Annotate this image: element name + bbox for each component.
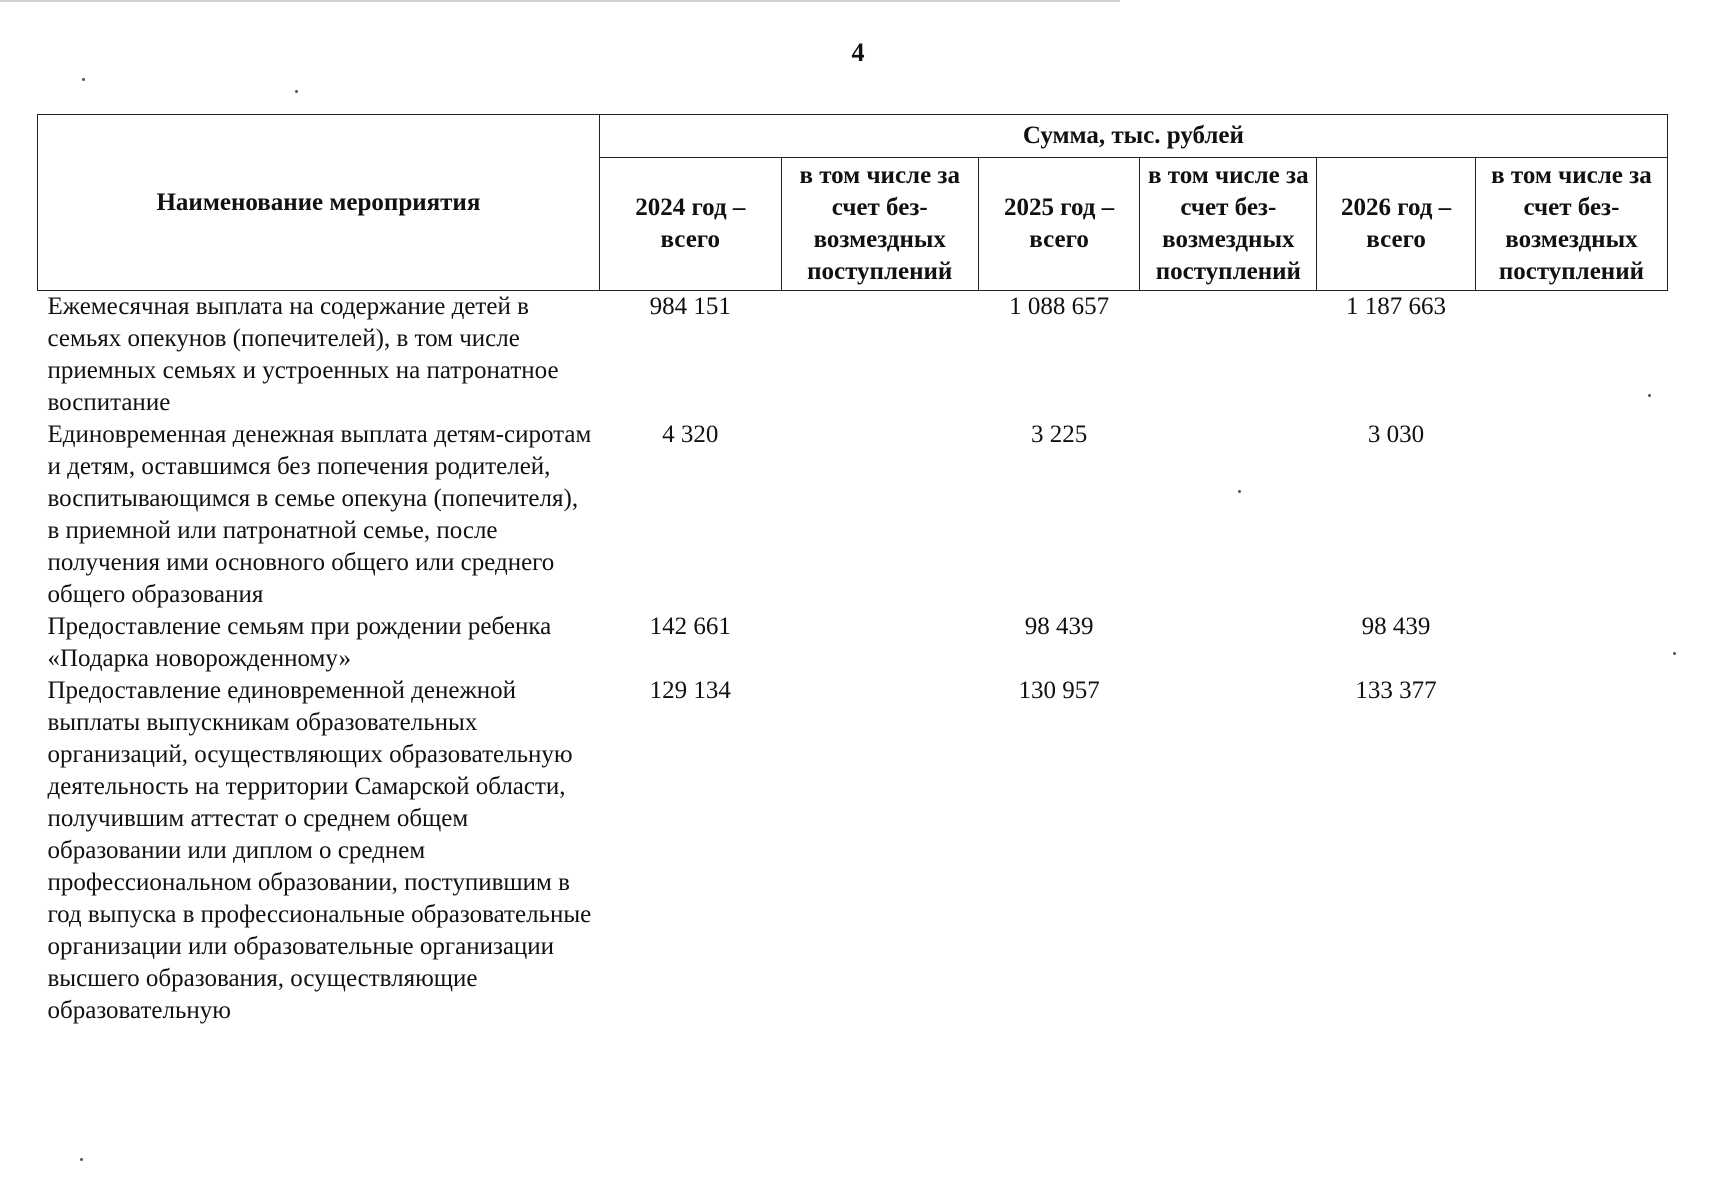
scan-speck — [295, 90, 298, 93]
header-2026-grants: в том числе за счет без-возмездных поступлений — [1475, 158, 1667, 291]
header-2026-total: 2026 год – всего — [1317, 158, 1476, 291]
row-name: Предоставление единовременной денежной выплаты выпускникам образовательных организаций, осуществляющих образовательную деятельность на территории Самарской области, получившим аттестат о среднем общем образовании или диплом о среднем профессиональном образовании, поступившим в год выпуска в профессиональные образовательные организации или образовательные организации высшего образования, осуществляющие образовательную — [47, 677, 592, 1024]
row-2026-total: 3 030 — [1367, 421, 1425, 448]
row-2026-total: 1 187 663 — [1346, 293, 1447, 320]
scan-speck — [1648, 394, 1651, 397]
row-2024-total: 4 320 — [662, 421, 719, 448]
row-2024-total: 142 661 — [649, 613, 731, 640]
scan-speck — [1673, 652, 1676, 655]
header-row-group — [38, 115, 1668, 158]
row-2026-grants — [1475, 419, 1667, 611]
row-name: Ежемесячная выплата на содержание детей в семьях опекунов (попечителей), в том числе приемных семьях и устроенных на патронатное воспитание — [47, 293, 559, 416]
row-2024-grants — [781, 291, 978, 420]
row-2025-total: 98 439 — [1024, 613, 1094, 640]
row-2024-grants — [781, 675, 978, 1027]
row-2026-grants — [1475, 291, 1667, 420]
table-header — [38, 115, 1668, 291]
row-2025-grants — [1140, 419, 1317, 611]
scan-speck — [80, 1158, 83, 1161]
budget-table — [37, 114, 1668, 1027]
row-2025-grants — [1140, 291, 1317, 420]
row-2025-total: 130 957 — [1018, 677, 1100, 704]
row-2026-grants — [1475, 611, 1667, 675]
scan-top-edge — [0, 0, 1120, 2]
table-row — [38, 419, 1668, 611]
row-2025-total: 3 225 — [1030, 421, 1088, 448]
scan-speck — [1238, 490, 1241, 493]
row-2024-total: 129 134 — [649, 677, 731, 704]
table-row — [38, 291, 1668, 420]
header-sum-group: Сумма, тыс. рублей — [599, 115, 1667, 158]
row-2024-grants — [781, 611, 978, 675]
row-2026-total: 98 439 — [1361, 613, 1431, 640]
table-row — [38, 675, 1668, 1027]
header-2024-total: 2024 год – всего — [599, 158, 781, 291]
page-number: 4 — [851, 38, 865, 67]
row-2026-total: 133 377 — [1355, 677, 1437, 704]
table-row — [38, 611, 1668, 675]
header-2025-total: 2025 год – всего — [978, 158, 1140, 291]
header-2025-grants: в том числе за счет без-возмездных поступлений — [1140, 158, 1317, 291]
row-2026-grants — [1475, 675, 1667, 1027]
row-2025-grants — [1140, 611, 1317, 675]
table-body — [38, 291, 1668, 1028]
row-2024-grants — [781, 419, 978, 611]
row-2024-total: 984 151 — [649, 293, 731, 320]
row-2025-grants — [1140, 675, 1317, 1027]
header-2024-grants: в том числе за счет без-возмездных поступлений — [781, 158, 978, 291]
row-2025-total: 1 088 657 — [1009, 293, 1110, 320]
row-name: Единовременная денежная выплата детям-сиротам и детям, оставшимся без попечения родителей, воспитывающимся в семье опекуна (попечителя), в приемной или патронатной семье, после получения ими основного общего или среднего общего образования — [47, 421, 592, 608]
scan-speck — [82, 78, 85, 81]
row-name: Предоставление семьям при рождении ребенка «Подарка новорожденному» — [47, 613, 552, 672]
header-name-column: Наименование мероприятия — [38, 115, 600, 291]
